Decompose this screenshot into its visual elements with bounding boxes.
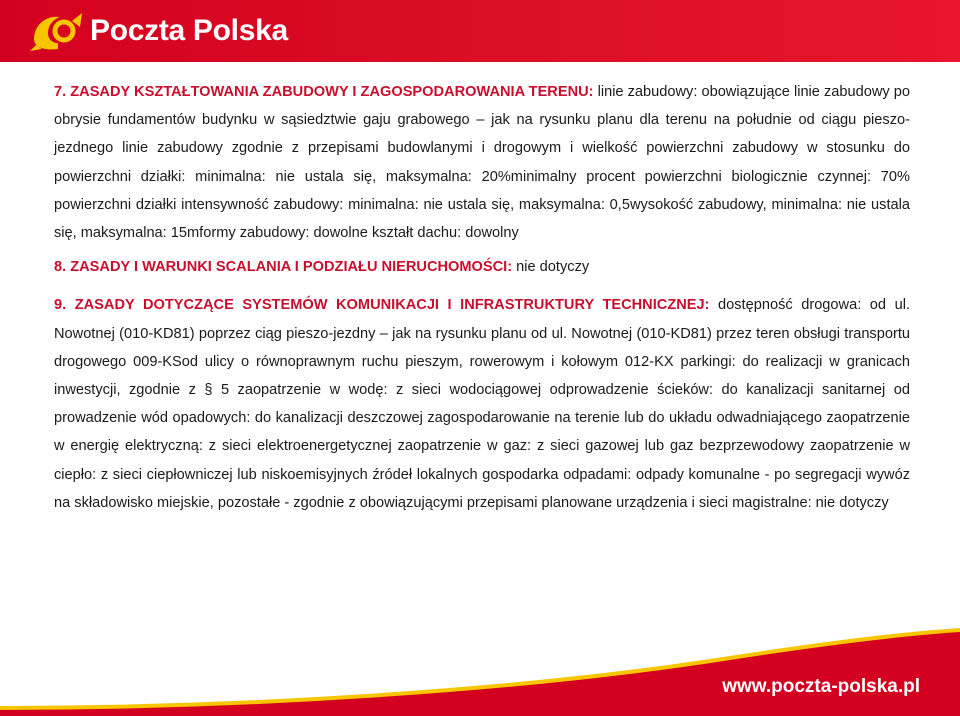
brand-name: Poczta Polska [90,14,288,47]
section-text: nie dotyczy [516,259,590,276]
section-heading: 8. ZASADY I WARUNKI SCALANIA I PODZIAŁU NIERUCHOMOŚCI: [54,259,513,276]
section-heading: 7. ZASADY KSZTAŁTOWANIA ZABUDOWY I ZAGOSPODAROWANIA TERENU: [54,84,594,100]
document-body [54,78,910,517]
section-8 [54,253,910,281]
section-9 [54,291,910,517]
footer-wave-shape [0,596,960,716]
section-text: linie zabudowy: obowiązujące linie zabudowy po obrysie fundamentów budynku w sąsiedztwie gaju grabowego – jak na rysunku planu dla terenu na południe od ciągu pieszo-jezdnego linie zabudowy zgodnie z przepisami budowlanymi i drogowym i wielkość powierzchni zabudowy w stosunku do powierzchni działki: minimalna: nie ustala się, maksymalna: 20%minimalny procent powierzchni biologicznie czynnej: 70% powierzchni działki intensywność zabudowy: minimalna: nie ustala się, maksymalna: 0,5wysokość zabudowy, minimalna: nie ustala się, maksymalna: 15mformy zabudowy: dowolne kształt dachu: dowolny [54,84,910,242]
header-bar [0,0,960,62]
posthorn-logo-icon [28,9,86,53]
brand-logo[interactable] [28,8,288,54]
footer-band [0,596,960,716]
section-heading: 9. ZASADY DOTYCZĄCE SYSTEMÓW KOMUNIKACJI I INFRASTRUKTURY TECHNICZNEJ: [54,297,710,314]
section-text: dostępność drogowa: od ul. Nowotnej (010-KD81) poprzez ciąg pieszo-jezdny – jak na rysunku planu od ul. Nowotnej (010-KD81) przez teren obsługi transportu drogowego 009-KSod ulicy o równoprawnym ruchu pieszym, rowerowym i kołowym 012-KX parkingi: do realizacji w granicach inwestycji, zgodnie z § 5 zaopatrzenie w wodę: z sieci wodociągowej odprowadzenie ścieków: do kanalizacji sanitarnej od prowadzenie wód opadowych: do kanalizacji deszczowej zagospodarowanie na terenie lub do układu odwadniającego zaopatrzenie w energię elektryczną: z sieci elektroenergetycznej zaopatrzenie w gaz: z sieci gazowej lub gaz bezprzewodowy zaopatrzenie w ciepło: z sieci ciepłowniczej lub niskoemisyjnych źródeł lokalnych gospodarka odpadami: odpady komunalne - po segregacji wywóz na składowisko miejskie, pozostałe - zgodnie z obowiązującymi przepisami planowane urządzenia i sieci magistralne: nie dotyczy [54,297,910,511]
section-7 [54,78,910,247]
website-link[interactable]: www.poczta-polska.pl [722,676,920,697]
